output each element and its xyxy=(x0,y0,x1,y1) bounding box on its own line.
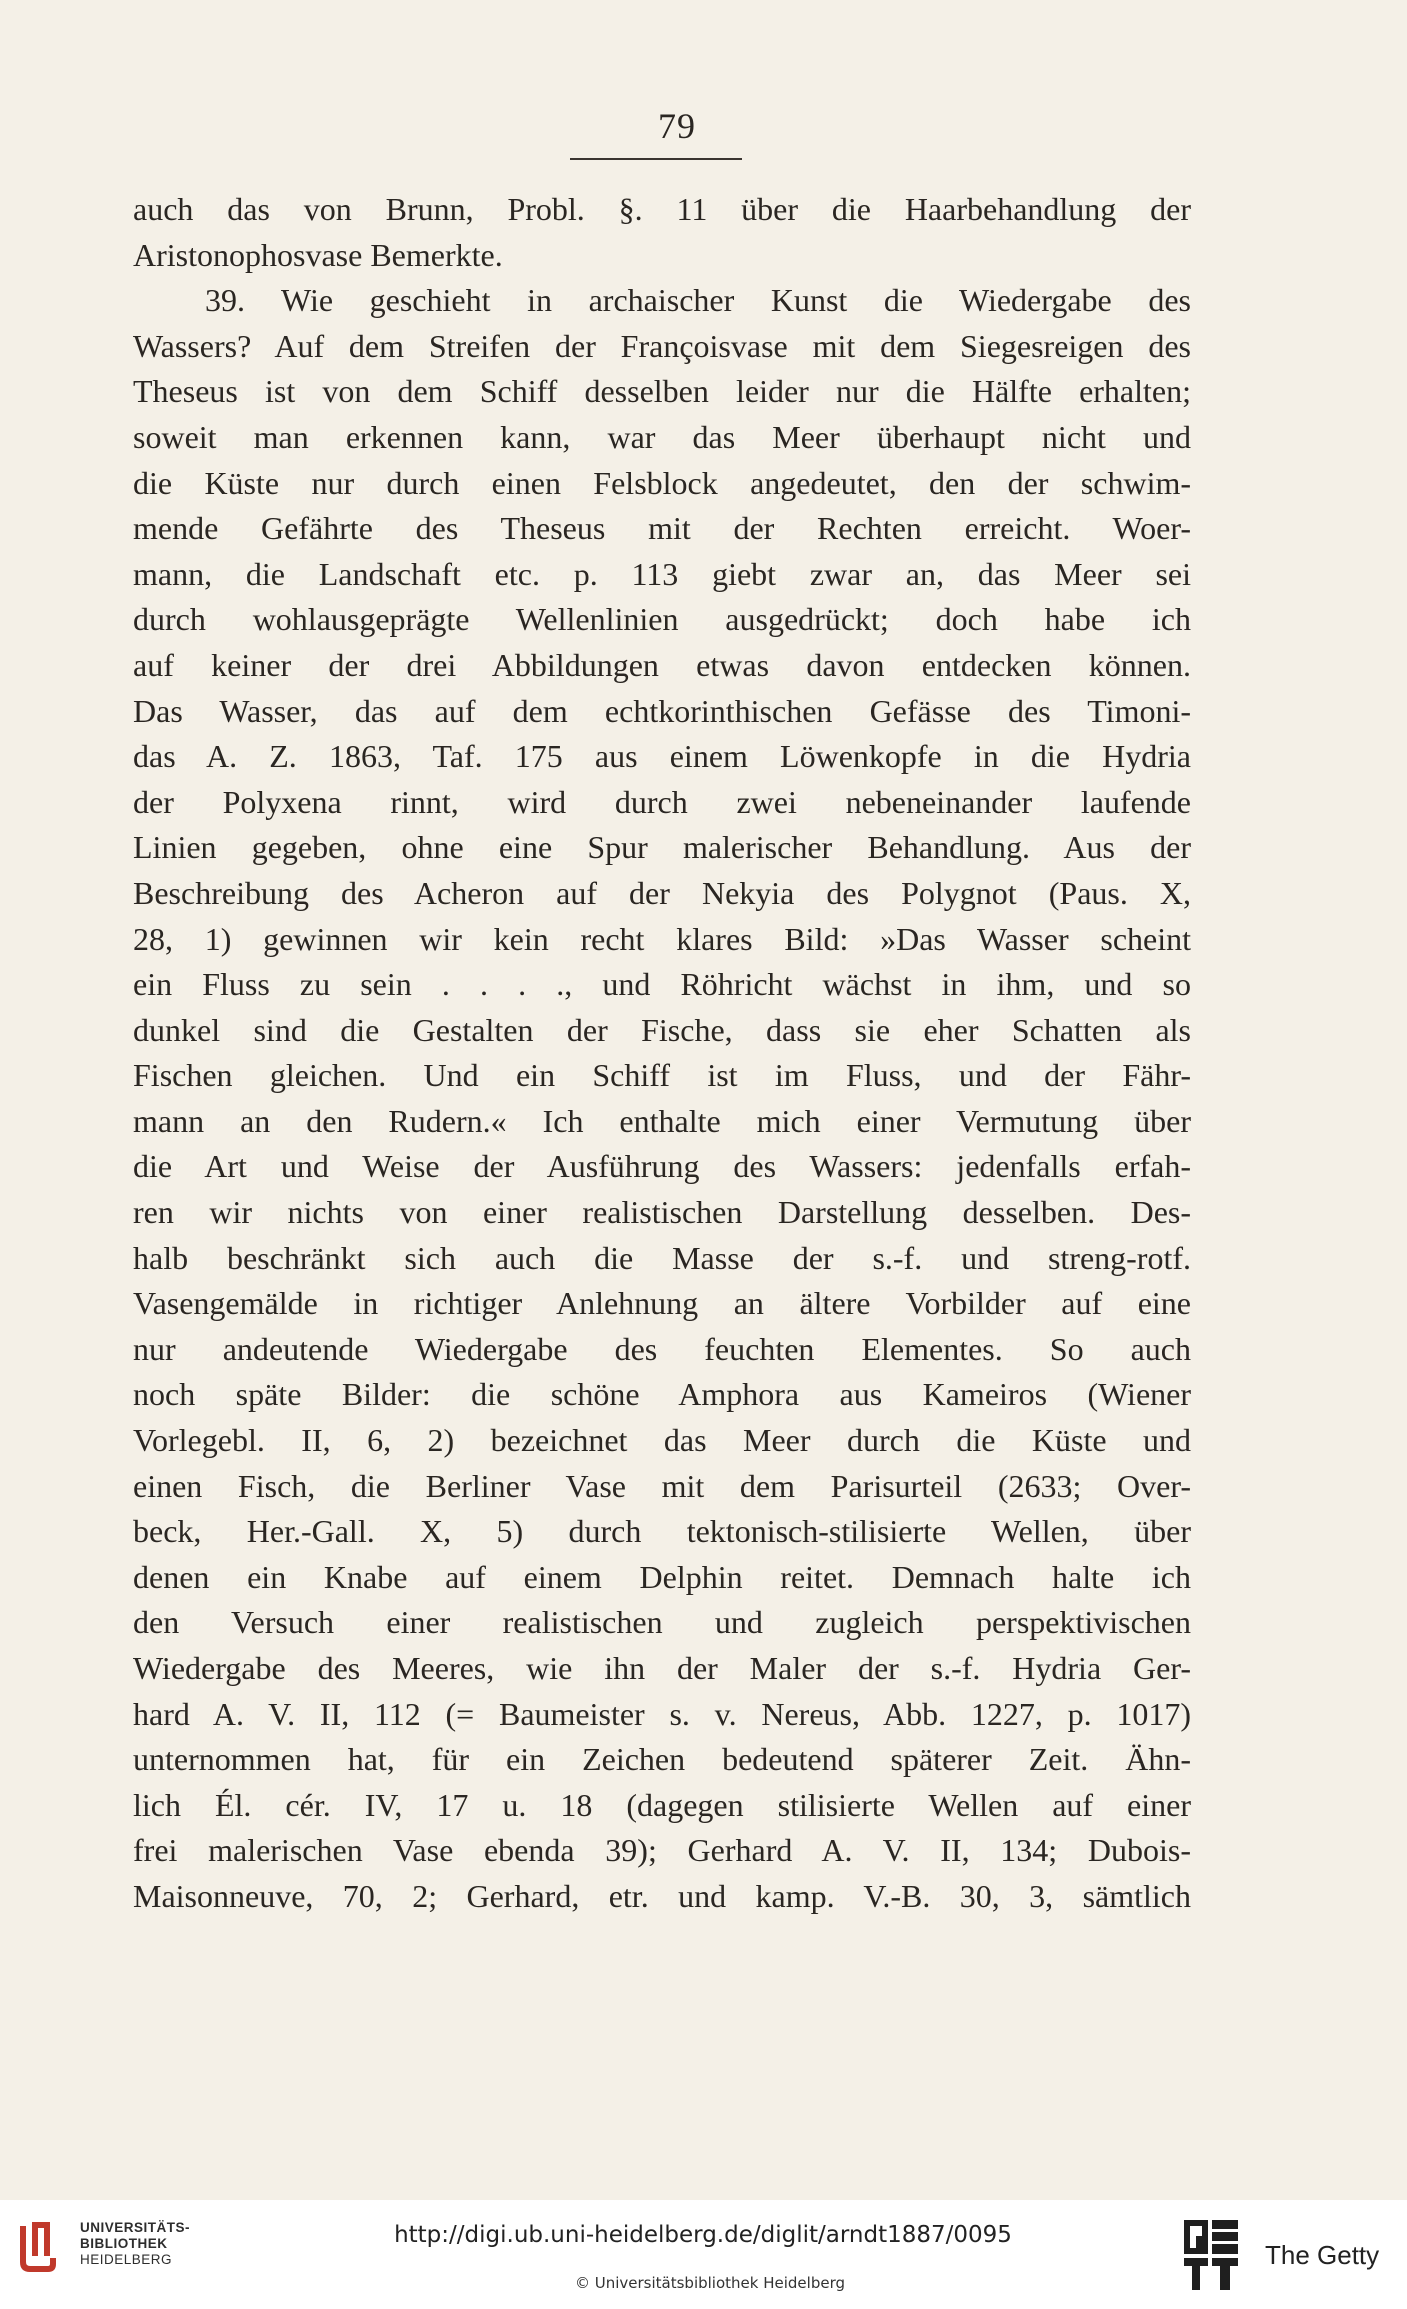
text-line: ren wir nichts von einer realistischen Darstellung desselben. Des- xyxy=(133,1194,1191,1231)
text-line: auf keiner der drei Abbildungen etwas davon entdecken können. xyxy=(133,646,1191,683)
ub-heidelberg-logo-icon xyxy=(14,2218,62,2278)
text-line: Maisonneuve, 70, 2; Gerhard, etr. und kamp. V.-B. 30, 3, sämtlich xyxy=(133,1877,1191,1914)
text-line: Vorlegebl. II, 6, 2) bezeichnet das Meer durch die Küste und xyxy=(133,1422,1191,1459)
text-line: den Versuch einer realistischen und zugleich perspektivischen xyxy=(133,1604,1191,1641)
text-line: Theseus ist von dem Schiff desselben leider nur die Hälfte erhalten; xyxy=(133,373,1191,410)
text-line: 28, 1) gewinnen wir kein recht klares Bild: »Das Wasser scheint xyxy=(133,920,1191,957)
text-line: frei malerischen Vase ebenda 39); Gerhard A. V. II, 134; Dubois- xyxy=(133,1832,1191,1869)
text-line: der Polyxena rinnt, wird durch zwei nebeneinander laufende xyxy=(133,783,1191,820)
library-line: UNIVERSITÄTS- xyxy=(80,2220,191,2235)
text-line: Fischen gleichen. Und ein Schiff ist im Fluss, und der Fähr- xyxy=(133,1057,1191,1094)
library-line: BIBLIOTHEK xyxy=(80,2236,168,2251)
text-line: mann, die Landschaft etc. p. 113 giebt zwar an, das Meer sei xyxy=(133,555,1191,592)
text-line: das A. Z. 1863, Taf. 175 aus einem Löwenkopfe in die Hydria xyxy=(133,738,1191,775)
text-line: mann an den Rudern.« Ich enthalte mich einer Vermutung über xyxy=(133,1102,1191,1139)
page-number: 79 xyxy=(658,106,696,146)
text-line: denen ein Knabe auf einem Delphin reitet. Demnach halte ich xyxy=(133,1558,1191,1595)
copyright-notice: © Universitätsbibliothek Heidelberg xyxy=(574,2274,845,2292)
permalink-url[interactable]: http://digi.ub.uni-heidelberg.de/diglit/arndt1887/0095 xyxy=(394,2222,1012,2248)
text-line: soweit man erkennen kann, war das Meer überhaupt nicht und xyxy=(133,418,1191,455)
text-line: Das Wasser, das auf dem echtkorinthischen Gefässe des Timoni- xyxy=(133,692,1191,729)
getty-label: The Getty xyxy=(1265,2240,1380,2270)
text-line: Vasengemälde in richtiger Anlehnung an ältere Vorbilder auf eine xyxy=(133,1285,1191,1322)
library-line: HEIDELBERG xyxy=(80,2252,173,2267)
page-number-rule xyxy=(570,158,742,160)
library-name xyxy=(80,2220,190,2268)
text-line: Linien gegeben, ohne eine Spur malerischer Behandlung. Aus der xyxy=(133,829,1191,866)
getty-logo-icon xyxy=(1182,2218,1242,2292)
text-line: die Küste nur durch einen Felsblock angedeutet, den der schwim- xyxy=(133,464,1191,501)
body-text xyxy=(133,187,1191,1920)
text-line: dunkel sind die Gestalten der Fische, dass sie eher Schatten als xyxy=(133,1011,1191,1048)
text-line: nur andeutende Wiedergabe des feuchten Elementes. So auch xyxy=(133,1330,1191,1367)
text-line: Beschreibung des Acheron auf der Nekyia des Polygnot (Paus. X, xyxy=(133,874,1191,911)
text-line: mende Gefährte des Theseus mit der Rechten erreicht. Woer- xyxy=(133,510,1191,547)
text-line: lich Él. cér. IV, 17 u. 18 (dagegen stilisierte Wellen auf einer xyxy=(133,1786,1191,1823)
text-line: Wassers? Auf dem Streifen der Françoisvase mit dem Siegesreigen des xyxy=(133,327,1191,364)
text-line: beck, Her.-Gall. X, 5) durch tektonisch-stilisierte Wellen, über xyxy=(133,1513,1191,1550)
text-line: noch späte Bilder: die schöne Amphora aus Kameiros (Wiener xyxy=(133,1376,1191,1413)
text-line: einen Fisch, die Berliner Vase mit dem Parisurteil (2633; Over- xyxy=(133,1467,1191,1504)
text-line: hard A. V. II, 112 (= Baumeister s. v. Nereus, Abb. 1227, p. 1017) xyxy=(133,1695,1191,1732)
text-line: Aristonophosvase Bemerkte. xyxy=(133,236,503,273)
section-start-line: 39. Wie geschieht in archaischer Kunst die Wiedergabe des xyxy=(205,282,1191,319)
footer-bar xyxy=(0,2200,1407,2309)
text-line: durch wohlausgeprägte Wellenlinien ausgedrückt; doch habe ich xyxy=(133,601,1191,638)
text-line: ein Fluss zu sein . . . ., und Röhricht wächst in ihm, und so xyxy=(133,966,1191,1003)
text-line: Wiedergabe des Meeres, wie ihn der Maler der s.-f. Hydria Ger- xyxy=(133,1650,1191,1686)
text-line: halb beschränkt sich auch die Masse der s.-f. und streng-rotf. xyxy=(133,1239,1191,1276)
text-line: unternommen hat, für ein Zeichen bedeutend späterer Zeit. Ähn- xyxy=(133,1741,1191,1778)
text-line: auch das von Brunn, Probl. §. 11 über die Haarbehandlung der xyxy=(133,191,1191,227)
text-line: die Art und Weise der Ausführung des Wassers: jedenfalls erfah- xyxy=(133,1148,1191,1185)
